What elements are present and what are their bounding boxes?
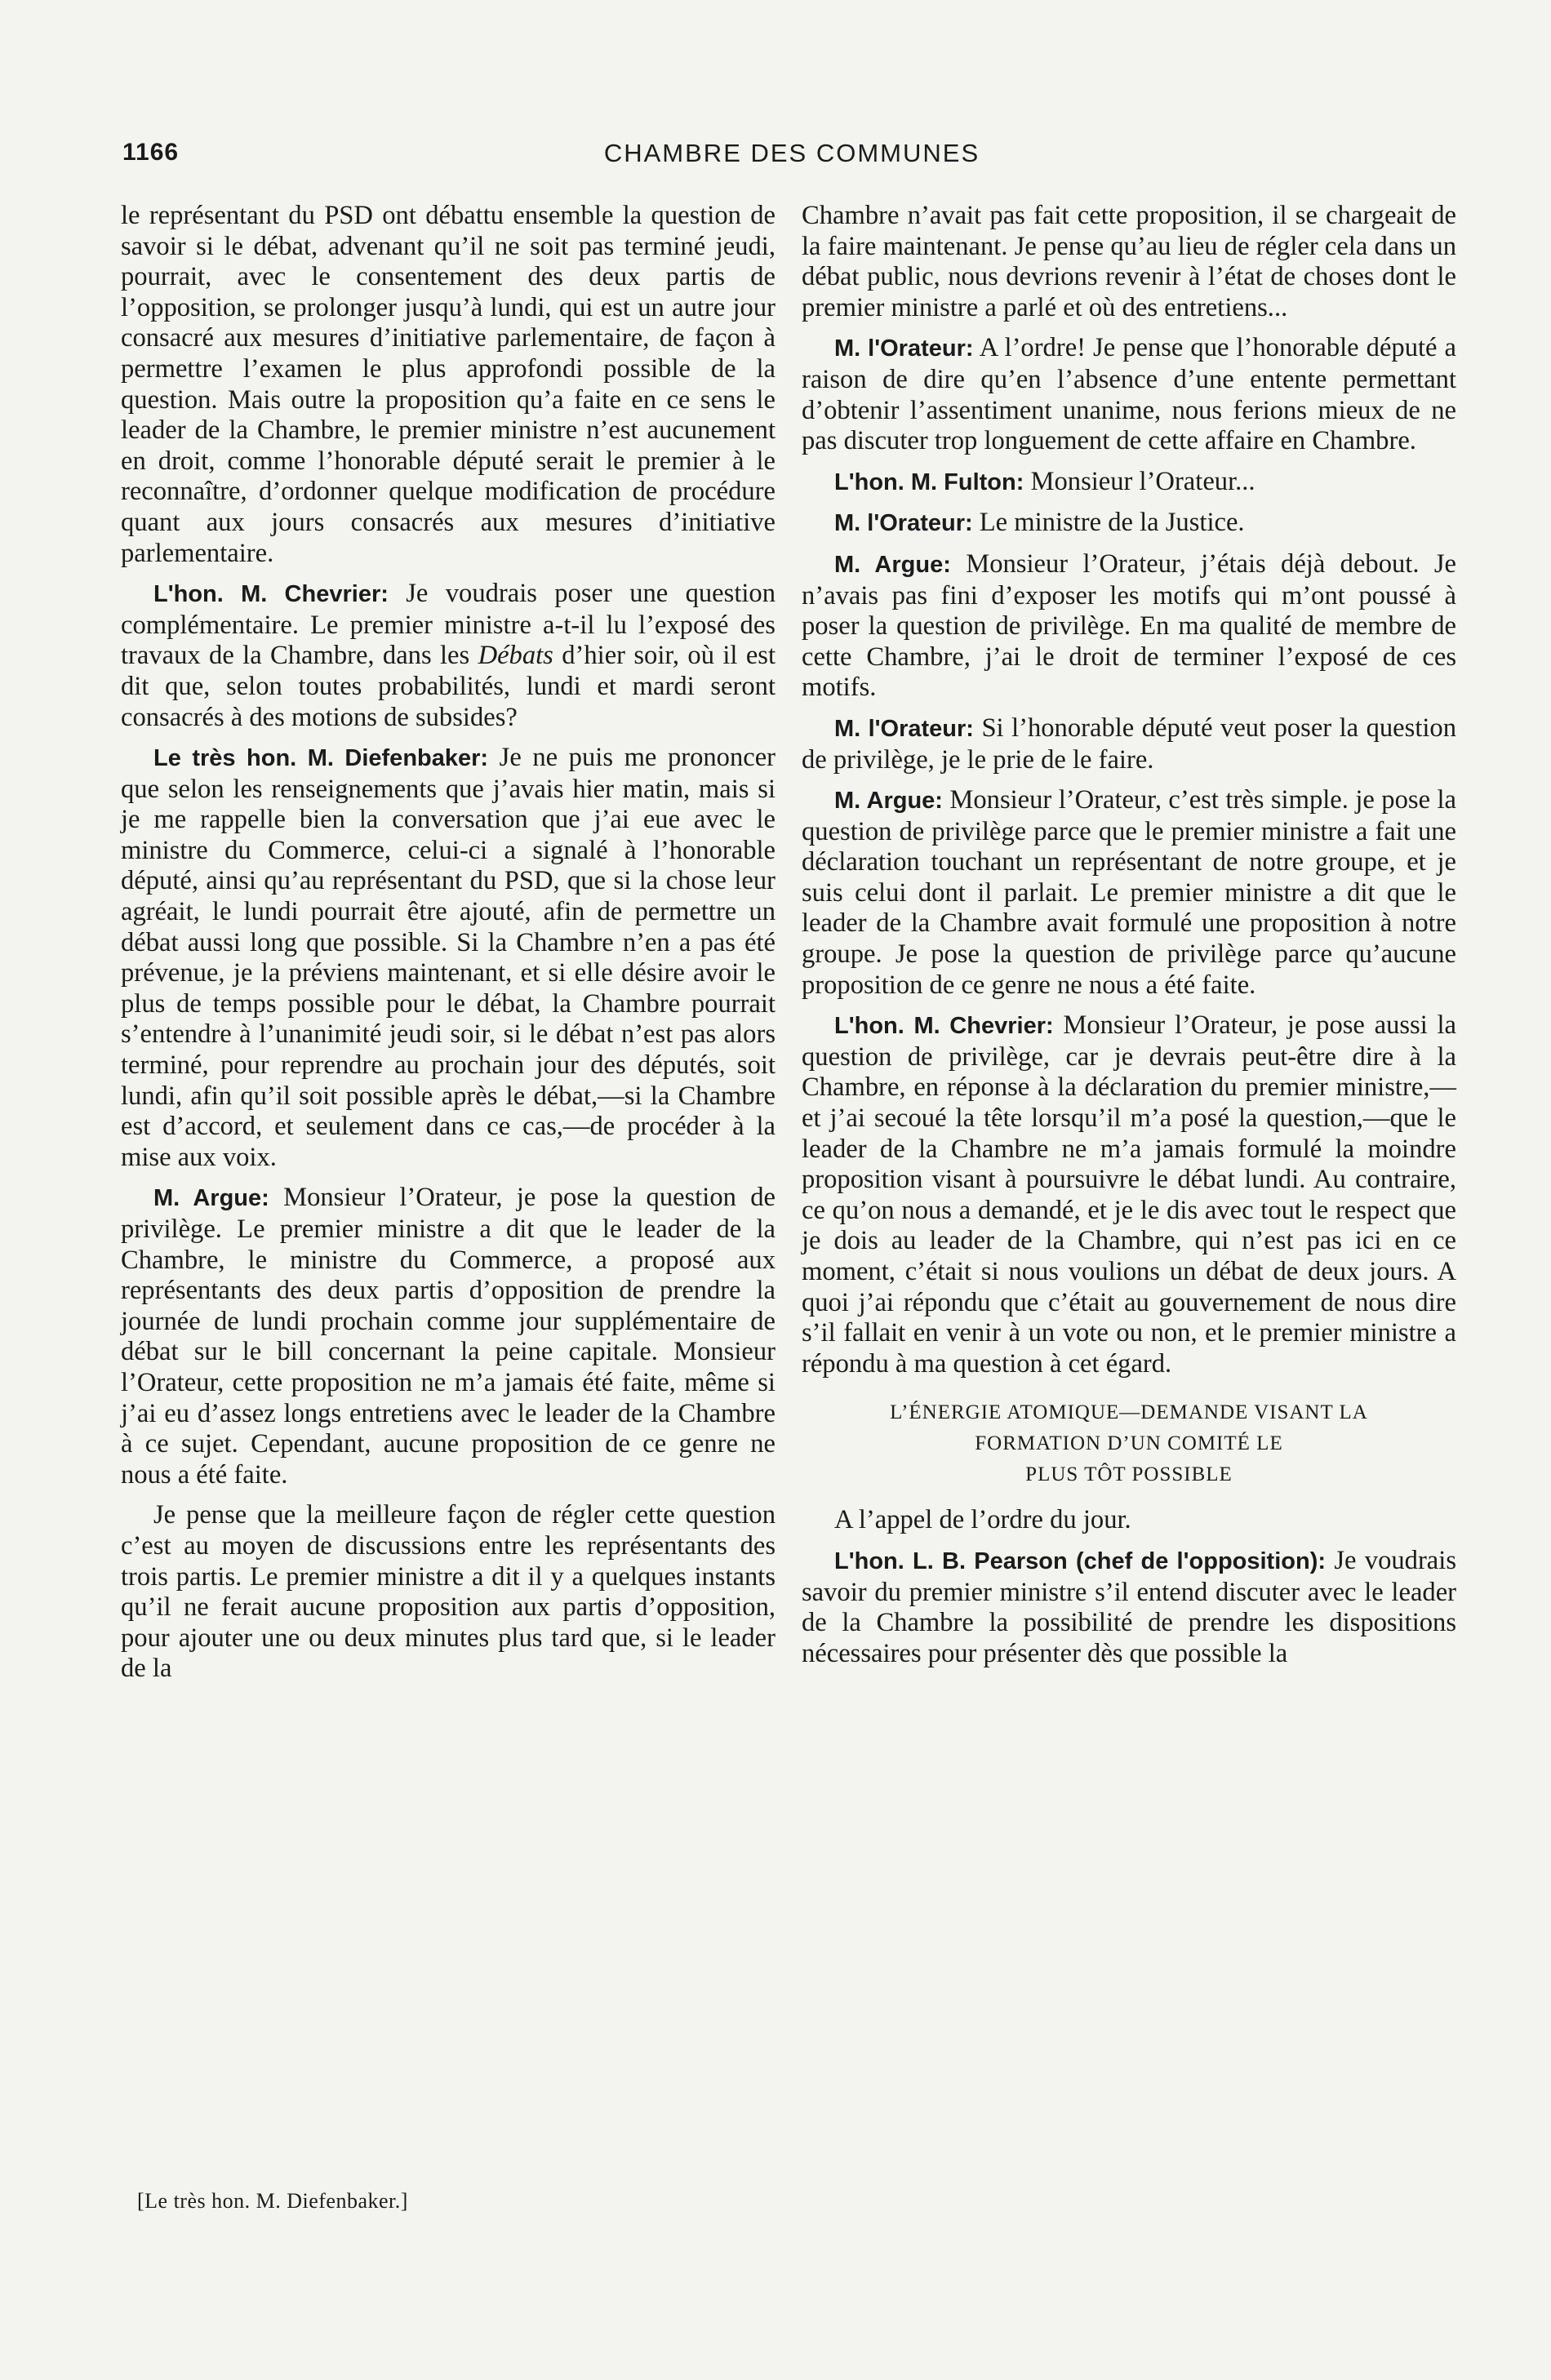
paragraph (121, 1183, 776, 1490)
speaker-name: M. l'Orateur: (834, 510, 973, 537)
paragraph (802, 508, 1456, 539)
speech-text: Je voudrais poser une question complémentaire. Le premier ministre a-t-il lu l’exposé des travaux de la Chambre, dans les (121, 579, 776, 671)
section-heading-line: FORMATION D’UN COMITÉ LE (975, 1432, 1283, 1455)
speaker-name: L'hon. M. Fulton: (834, 468, 1024, 495)
footer-reference: [Le très hon. M. Diefenbaker.] (137, 2189, 408, 2213)
speech-text: Monsieur l’Orateur, je pose aussi la question de privilège, car je devrais peut-être dire à la Chambre, en réponse à la déclaration du premier ministre,—et j’ai secoué la tête lorsqu’il m’a posé la question,—que le leader de la Chambre ne m’a jamais formulé la moindre proposition visant à poursuivre le débat lundi. Au contraire, ce qu’on nous a demandé, et je le dis avec tout le respect que je dois au leader de la Chambre, qui n’est pas ici en ce moment, c’était si nous voulions un débat de deux jours. A quoi j’ai répondu que c’était au gouvernement de nous dire s’il fallait en venir à un vote ou non, et le premier ministre a répondu à ma question à cet égard. (802, 1010, 1457, 1379)
paragraph (802, 785, 1456, 1001)
speech-text: Je ne puis me prononcer que selon les renseignements que j’avais hier matin, mais si je me rappelle bien la conversation que j’ai eue avec le ministre du Commerce, celui-ci a signalé à l’honorable député, ainsi qu’au représentant du PSD, que si la chose leur agréait, le lundi pourrait être ajouté, afin de permettre un débat aussi long que possible. Si la Chambre n’en a pas été prévenue, je la préviens maintenant, et si elle désire avoir le plus de temps possible pour le débat, la Chambre pourrait s’entendre à l’unanimité jeudi soir, si le débat n’est pas alors terminé, pour reprendre au prochain jour des députés, soit lundi, afin qu’il soit possible après le débat,—si la Chambre est d’accord, et seulement dans ce cas,—de procéder à la mise aux voix. (121, 743, 776, 1172)
right-column (802, 201, 1456, 1679)
left-column (121, 201, 776, 1694)
paragraph (802, 467, 1456, 499)
speaker-name: M. l'Orateur: (834, 715, 974, 742)
paragraph (802, 713, 1456, 775)
paragraph (802, 1010, 1456, 1379)
paragraph: le représentant du PSD ont débattu ensemble la question de savoir si le débat, advenant qu’il ne soit pas terminé jeudi, pourrait, avec le consentement des deux partis de l’opposition, se prolonger jusqu’à lundi, qui est un autre jour consacré aux mesures d’initiative parlementaire, de façon à permettre l’examen le plus approfondi possible de la question. Mais outre la proposition qu’a faite en ce sens le leader de la Chambre, le premier ministre n’est aucunement en droit, comme l’honorable député serait le premier à le reconnaître, d’ordonner quelque modification de procédure quant aux jours consacrés aux mesures d’initiative parlementaire. (121, 201, 776, 568)
speech-text: Monsieur l’Orateur, je pose la question de privilège. Le premier ministre a dit que le leader de la Chambre, le ministre du Commerce, a proposé aux représentants des deux partis d’opposition de prendre la journée de lundi prochain comme jour supplémentaire de débat sur le bill concernant la peine capitale. Monsieur l’Orateur, cette proposition ne m’a jamais été faite, même si j’ai eu d’assez longs entretiens avec le leader de la Chambre à ce sujet. Cependant, aucune proposition de ce genre ne nous a été faite. (121, 1183, 776, 1490)
section-heading-line: L’ÉNERGIE ATOMIQUE—DEMANDE VISANT LA (890, 1401, 1368, 1424)
speech-text: Je voudrais savoir du premier ministre s’il entend discuter avec le leader de la Chambre la possibilité de prendre les dispositions nécessaires pour présenter dès que possible la (802, 1545, 1456, 1668)
speech-text: d’hier soir, où il est dit que, selon toutes probabilités, lundi et mardi seront consacrés à des motions de subsides? (121, 641, 776, 732)
speech-text: Le ministre de la Justice. (972, 508, 1245, 538)
paragraph (802, 549, 1456, 704)
speech-text: Monsieur l’Orateur, c’est très simple. je pose la question de privilège parce que le premier ministre a fait une déclaration touchant un représentant de notre groupe, et je suis celui dont il parlait. Le premier ministre a dit que le leader de la Chambre avait formulé une proposition à notre groupe. Je pose la question de privilège parce qu’aucune proposition de ce genre ne nous a été faite. (802, 785, 1456, 1000)
speaker-name: Le très hon. M. Diefenbaker: (153, 745, 489, 772)
speech-text: Monsieur l’Orateur, j’étais déjà debout. Je n’avais pas fini d’exposer les motifs qui m’ont poussé à poser la question de privilège. En ma qualité de membre de cette Chambre, j’ai le droit de terminer l’exposé de ces motifs. (802, 548, 1457, 703)
speaker-name: M. Argue: (834, 551, 951, 578)
paragraph: A l’appel de l’ordre du jour. (834, 1505, 1131, 1535)
page-header (122, 139, 1461, 180)
speech-text: A l’ordre! Je pense que l’honorable député a raison de dire qu’en l’absence d’une entente permettant d’obtenir l’assentiment unanime, nous ferions mieux de ne pas discuter trop longuement de cette affaire en Chambre. (802, 333, 1456, 456)
paragraph (802, 333, 1456, 456)
paragraph: Chambre n’avait pas fait cette proposition, il se chargeait de la faire maintenant. Je pense qu’au lieu de régler cela dans un débat public, nous devrions revenir à l’état de choses dont le premier ministre a parlé et où des entretiens... (802, 201, 1456, 322)
speaker-name: M. Argue: (834, 788, 943, 815)
speaker-name: L'hon. M. Chevrier: (834, 1013, 1054, 1040)
page-number: 1166 (122, 139, 180, 166)
speaker-name: M. l'Orateur: (834, 335, 974, 362)
paragraph: Je pense que la meilleure façon de régler cette question c’est au moyen de discussions entre les représentants des trois partis. Le premier ministre a dit il y a quelques instants qu’il ne ferait aucune proposition aux partis d’opposition, pour ajouter une ou deux minutes plus tard que, si le leader de la (121, 1500, 776, 1684)
section-heading-line: PLUS TÔT POSSIBLE (1025, 1463, 1233, 1486)
speaker-name: L'hon. L. B. Pearson (chef de l'opposition): (834, 1547, 1327, 1574)
speech-italic: Débats (478, 641, 553, 671)
speaker-name: M. Argue: (153, 1185, 269, 1212)
speech-text: Si l’honorable député veut poser la question de privilège, je le prie de le faire. (802, 713, 1456, 775)
speech-text: Monsieur l’Orateur... (1024, 466, 1255, 496)
running-title: CHAMBRE DES COMMUNES (603, 139, 980, 167)
speaker-name: L'hon. M. Chevrier: (153, 581, 389, 608)
section-heading (802, 1397, 1456, 1490)
paragraph (121, 579, 776, 733)
paragraph (121, 743, 776, 1173)
paragraph (802, 1546, 1456, 1669)
